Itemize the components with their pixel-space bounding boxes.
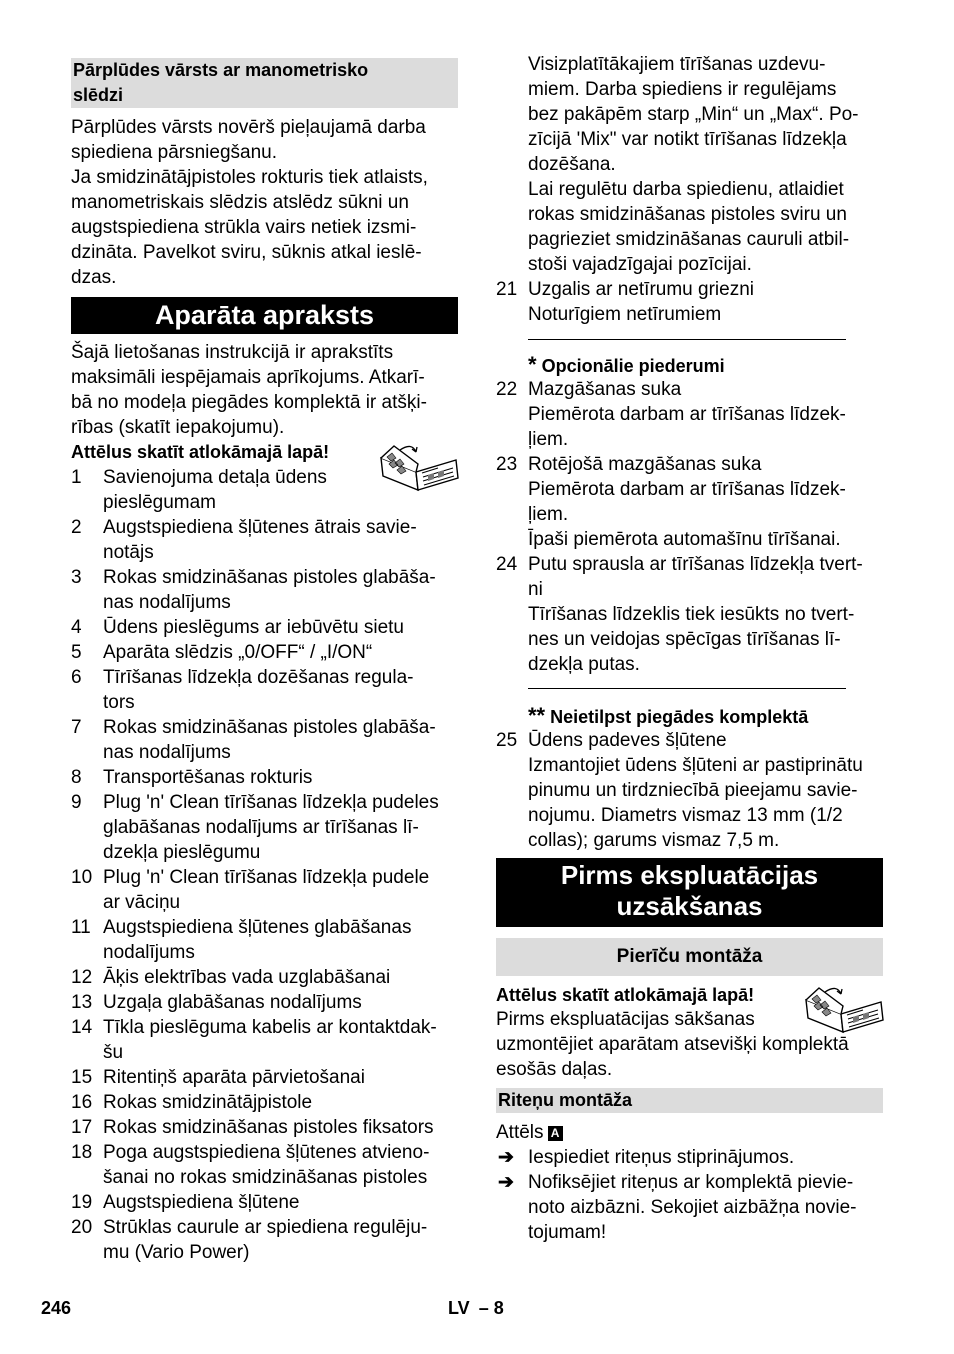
mounting-text bbox=[496, 1007, 849, 1082]
overflow-head-line-2: slēdzi bbox=[73, 85, 124, 105]
text-line: nas nodalījums bbox=[103, 742, 231, 763]
overflow-text bbox=[71, 115, 428, 290]
item-number: 8 bbox=[71, 767, 82, 788]
heading-text: Pierīču montāža bbox=[616, 946, 763, 967]
text-line: Izmantojiet ūdens šļūteni ar pastiprinātu bbox=[528, 755, 863, 776]
text-line: Rotējošā mazgāšanas suka bbox=[528, 454, 762, 475]
item-number: 19 bbox=[71, 1192, 93, 1213]
page-number: 246 bbox=[41, 1298, 72, 1318]
wheel-mounting-heading bbox=[496, 1088, 883, 1113]
text-line: dzināta. Pavelkot sviru, sūknis atkal ieslē- bbox=[71, 242, 422, 263]
title-line: uzsākšanas bbox=[616, 891, 763, 921]
heading-text: Neietilpst piegādes komplektā bbox=[550, 707, 809, 727]
list-item-13 bbox=[71, 990, 458, 1015]
text-line: Rokas smidzinātājpistole bbox=[103, 1092, 313, 1113]
divider-line bbox=[528, 688, 846, 689]
text-line: bā no modeļa piegādes komplektā ir atšķi- bbox=[71, 392, 427, 413]
text-line: esošās daļas. bbox=[496, 1059, 613, 1080]
text-line: ļiem. bbox=[528, 504, 569, 525]
text-line: šu bbox=[103, 1042, 124, 1063]
list-item-7 bbox=[71, 715, 458, 765]
list-item-17 bbox=[71, 1115, 458, 1140]
text-line: Rokas smidzināšanas pistoles fiksators bbox=[103, 1117, 434, 1138]
text-line: augstspiediena strūkla vairs netiek izsmi- bbox=[71, 217, 417, 238]
text-line: Putu sprausla ar tīrīšanas līdzekļa tvert- bbox=[528, 554, 863, 575]
text-line: dzekļa pieslēgumu bbox=[103, 842, 261, 863]
text-line: ni bbox=[528, 579, 543, 600]
text-line: uzmontējiet aparātam atsevišķi komplektā bbox=[496, 1034, 849, 1055]
title-line: Pirms ekspluatācijas bbox=[560, 860, 819, 890]
section-title-device-description: Aparāta apraksts bbox=[71, 297, 458, 334]
list-item-22 bbox=[496, 377, 883, 452]
text-line: Āķis elektrības vada uzglabāšanai bbox=[103, 967, 391, 988]
text-line: Strūklas caurule ar spiediena regulēju- bbox=[103, 1217, 428, 1238]
accessory-mounting-heading bbox=[496, 938, 883, 976]
item-number: 10 bbox=[71, 867, 93, 888]
overflow-head-line-1: Pārplūdes vārsts ar manometrisko bbox=[73, 60, 369, 80]
list-item-24 bbox=[496, 552, 883, 677]
list-item-2 bbox=[71, 515, 458, 565]
text-line: Plug 'n' Clean tīrīšanas līdzekļa pudele bbox=[103, 867, 430, 888]
section-page-number: 8 bbox=[493, 1298, 504, 1318]
heading-text: Riteņu montāža bbox=[498, 1090, 633, 1110]
double-asterisk-icon: ** bbox=[528, 703, 546, 728]
text-line: mu (Vario Power) bbox=[103, 1242, 250, 1263]
text-line: dozēšana. bbox=[528, 154, 616, 175]
item-number: 11 bbox=[71, 917, 91, 938]
item-number: 7 bbox=[71, 717, 82, 738]
item-number: 23 bbox=[496, 454, 518, 475]
text-line: ar vāciņu bbox=[103, 892, 181, 913]
item-number: 13 bbox=[71, 992, 93, 1013]
vario-continuation-text bbox=[528, 52, 859, 277]
item-number: 4 bbox=[71, 617, 82, 638]
text-line: Piemērota darbam ar tīrīšanas līdzek- bbox=[528, 479, 846, 500]
text-line: Visizplatītākajiem tīrīšanas uzdevu- bbox=[528, 54, 826, 75]
steps-list bbox=[496, 1145, 883, 1245]
text-line: dzas. bbox=[71, 267, 117, 288]
text-line: notājs bbox=[103, 542, 154, 563]
list-item-8 bbox=[71, 765, 458, 790]
item-number: 14 bbox=[71, 1017, 93, 1038]
list-item-18 bbox=[71, 1140, 458, 1190]
item-number: 21 bbox=[496, 279, 518, 300]
list-item-11 bbox=[71, 915, 458, 965]
text-line: collas); garums vismaz 7,5 m. bbox=[528, 830, 780, 851]
figure-letter-badge: A bbox=[548, 1126, 563, 1141]
text-line: Ūdens padeves šļūtene bbox=[528, 730, 727, 751]
text-line: Tīrīšanas līdzeklis tiek iesūkts no tvert- bbox=[528, 604, 855, 625]
item-number: 3 bbox=[71, 567, 82, 588]
text-line: miem. Darba spiediens ir regulējams bbox=[528, 79, 837, 100]
item-number: 12 bbox=[71, 967, 93, 988]
text-line: bez pakāpēm starp „Min“ un „Max“. Po- bbox=[528, 104, 859, 125]
language-code: LV bbox=[448, 1298, 470, 1318]
item-number: 22 bbox=[496, 379, 518, 400]
list-item-4 bbox=[71, 615, 458, 640]
item-number: 18 bbox=[71, 1142, 93, 1163]
optional-accessories-heading bbox=[528, 352, 725, 379]
text-line: zīcijā 'Mix" var notikt tīrīšanas līdzekļa bbox=[528, 129, 847, 150]
text-line: Īpaši piemērota automašīnu tīrīšanai. bbox=[528, 529, 841, 550]
list-item-1 bbox=[71, 465, 458, 515]
divider-line bbox=[528, 339, 846, 340]
item-number: 17 bbox=[71, 1117, 93, 1138]
text-line: Ritentiņš aparāta pārvietošanai bbox=[103, 1067, 365, 1088]
text-line: Pārplūdes vārsts novērš pieļaujamā darba bbox=[71, 117, 426, 138]
item-number: 24 bbox=[496, 554, 518, 575]
arrow-right-icon: ➔ bbox=[498, 1172, 514, 1193]
list-item-3 bbox=[71, 565, 458, 615]
text-line: nas nodalījums bbox=[103, 592, 231, 613]
separator: – bbox=[478, 1298, 489, 1318]
see-fold-out-note: Attēlus skatīt atlokāmajā lapā! bbox=[496, 985, 755, 1005]
list-item-12 bbox=[71, 965, 458, 990]
list-item-16 bbox=[71, 1090, 458, 1115]
item-number: 25 bbox=[496, 730, 518, 751]
text-line: Ja smidzinātājpistoles rokturis tiek atlaists, bbox=[71, 167, 428, 188]
text-line: Lai regulētu darba spiedienu, atlaidiet bbox=[528, 179, 844, 200]
text-line: Šajā lietošanas instrukcijā ir aprakstīts bbox=[71, 342, 394, 363]
optional-accessories-list bbox=[496, 377, 883, 677]
text-line: Augstspiediena šļūtenes ātrais savie- bbox=[103, 517, 417, 538]
overflow-valve-heading bbox=[71, 58, 458, 108]
text-line: pagrieziet smidzināšanas cauruli atbil- bbox=[528, 229, 850, 250]
text-line: Noturīgiem netīrumiem bbox=[528, 304, 722, 325]
asterisk-icon: * bbox=[528, 352, 537, 377]
text-line: šanai no rokas smidzināšanas pistoles bbox=[103, 1167, 428, 1188]
text-line: Nofiksējiet riteņus ar komplektā pievie- bbox=[528, 1172, 854, 1193]
text-line: rokas smidzināšanas pistoles sviru un bbox=[528, 204, 847, 225]
arrow-right-icon: ➔ bbox=[498, 1147, 514, 1168]
not-included-heading bbox=[528, 703, 808, 730]
page-label bbox=[448, 1298, 504, 1319]
text-line: glabāšanas nodalījums ar tīrīšanas lī- bbox=[103, 817, 419, 838]
text-line: dzekļa putas. bbox=[528, 654, 640, 675]
list-item-25 bbox=[496, 728, 883, 853]
text-line: Rokas smidzināšanas pistoles glabāša- bbox=[103, 567, 436, 588]
item-number: 9 bbox=[71, 792, 82, 813]
text-line: manometriskais slēdzis atslēdz sūkni un bbox=[71, 192, 409, 213]
list-item-10 bbox=[71, 865, 458, 915]
text-line: noto aizbāzni. Sekojiet aizbāžņa novie- bbox=[528, 1197, 857, 1218]
list-item-20 bbox=[71, 1215, 458, 1265]
section-title-before-startup bbox=[496, 858, 883, 927]
list-item-6 bbox=[71, 665, 458, 715]
not-included-list bbox=[496, 728, 883, 853]
item-number: 16 bbox=[71, 1092, 93, 1113]
heading-text: Opcionālie piederumi bbox=[541, 356, 725, 376]
text-line: Augstspiediena šļūtene bbox=[103, 1192, 300, 1213]
text-line: Ūdens pieslēgums ar iebūvētu sietu bbox=[103, 617, 405, 638]
instruction-step bbox=[496, 1170, 883, 1245]
text-line: Tīrīšanas līdzekļa dozēšanas regula- bbox=[103, 667, 414, 688]
text-line: Uzgalis ar netīrumu griezni bbox=[528, 279, 754, 300]
text-line: nodalījums bbox=[103, 942, 195, 963]
intro-text bbox=[71, 340, 427, 440]
text-line: Iespiediet riteņus stiprinājumos. bbox=[528, 1147, 795, 1168]
text-line: stoši vajadzīgajai pozīcijai. bbox=[528, 254, 752, 275]
text-line: ļiem. bbox=[528, 429, 569, 450]
text-line: pinumu un tirdzniecībā pieejamu savie- bbox=[528, 780, 858, 801]
text-line: rības (skatīt iepakojumu). bbox=[71, 417, 285, 438]
text-line: Mazgāšanas suka bbox=[528, 379, 682, 400]
figure-label: Attēls bbox=[496, 1122, 544, 1143]
list-item-19 bbox=[71, 1190, 458, 1215]
figure-reference bbox=[496, 1120, 563, 1145]
list-item-15 bbox=[71, 1065, 458, 1090]
list-item-23 bbox=[496, 452, 883, 552]
instruction-step bbox=[496, 1145, 883, 1170]
text-line: Transportēšanas rokturis bbox=[103, 767, 313, 788]
list-item-14 bbox=[71, 1015, 458, 1065]
see-fold-out-note: Attēlus skatīt atlokāmajā lapā! bbox=[71, 442, 330, 462]
text-line: Plug 'n' Clean tīrīšanas līdzekļa pudeles bbox=[103, 792, 439, 813]
text-line: nes un veidojas spēcīgas tīrīšanas lī- bbox=[528, 629, 841, 650]
component-list bbox=[71, 465, 458, 1265]
item-number: 2 bbox=[71, 517, 82, 538]
text-line: Piemērota darbam ar tīrīšanas līdzek- bbox=[528, 404, 846, 425]
text-line: Uzgaļa glabāšanas nodalījums bbox=[103, 992, 362, 1013]
text-line: Aparāta slēdzis „0/OFF“ / „I/ON“ bbox=[103, 642, 373, 663]
item-number: 6 bbox=[71, 667, 82, 688]
text-line: tors bbox=[103, 692, 135, 713]
text-line: pieslēgumam bbox=[103, 492, 216, 513]
text-line: Savienojuma detaļa ūdens bbox=[103, 467, 327, 488]
list-item-21 bbox=[496, 277, 883, 327]
list-item-5 bbox=[71, 640, 458, 665]
item-number: 20 bbox=[71, 1217, 93, 1238]
text-line: Augstspiediena šļūtenes glabāšanas bbox=[103, 917, 412, 938]
text-line: Tīkla pieslēguma kabelis ar kontaktdak- bbox=[103, 1017, 437, 1038]
list-item-9 bbox=[71, 790, 458, 865]
text-line: Rokas smidzināšanas pistoles glabāša- bbox=[103, 717, 436, 738]
text-line: nojumu. Diametrs vismaz 13 mm (1/2 bbox=[528, 805, 843, 826]
item-number: 1 bbox=[71, 467, 82, 488]
item-number: 5 bbox=[71, 642, 82, 663]
text-line: Pirms ekspluatācijas sākšanas bbox=[496, 1009, 755, 1030]
text-line: Poga augstspiediena šļūtenes atvieno- bbox=[103, 1142, 430, 1163]
text-line: maksimāli iespējamais aprīkojums. Atkarī- bbox=[71, 367, 425, 388]
text-line: spiediena pārsniegšanu. bbox=[71, 142, 277, 163]
text-line: tojumam! bbox=[528, 1222, 607, 1243]
item-number: 15 bbox=[71, 1067, 93, 1088]
